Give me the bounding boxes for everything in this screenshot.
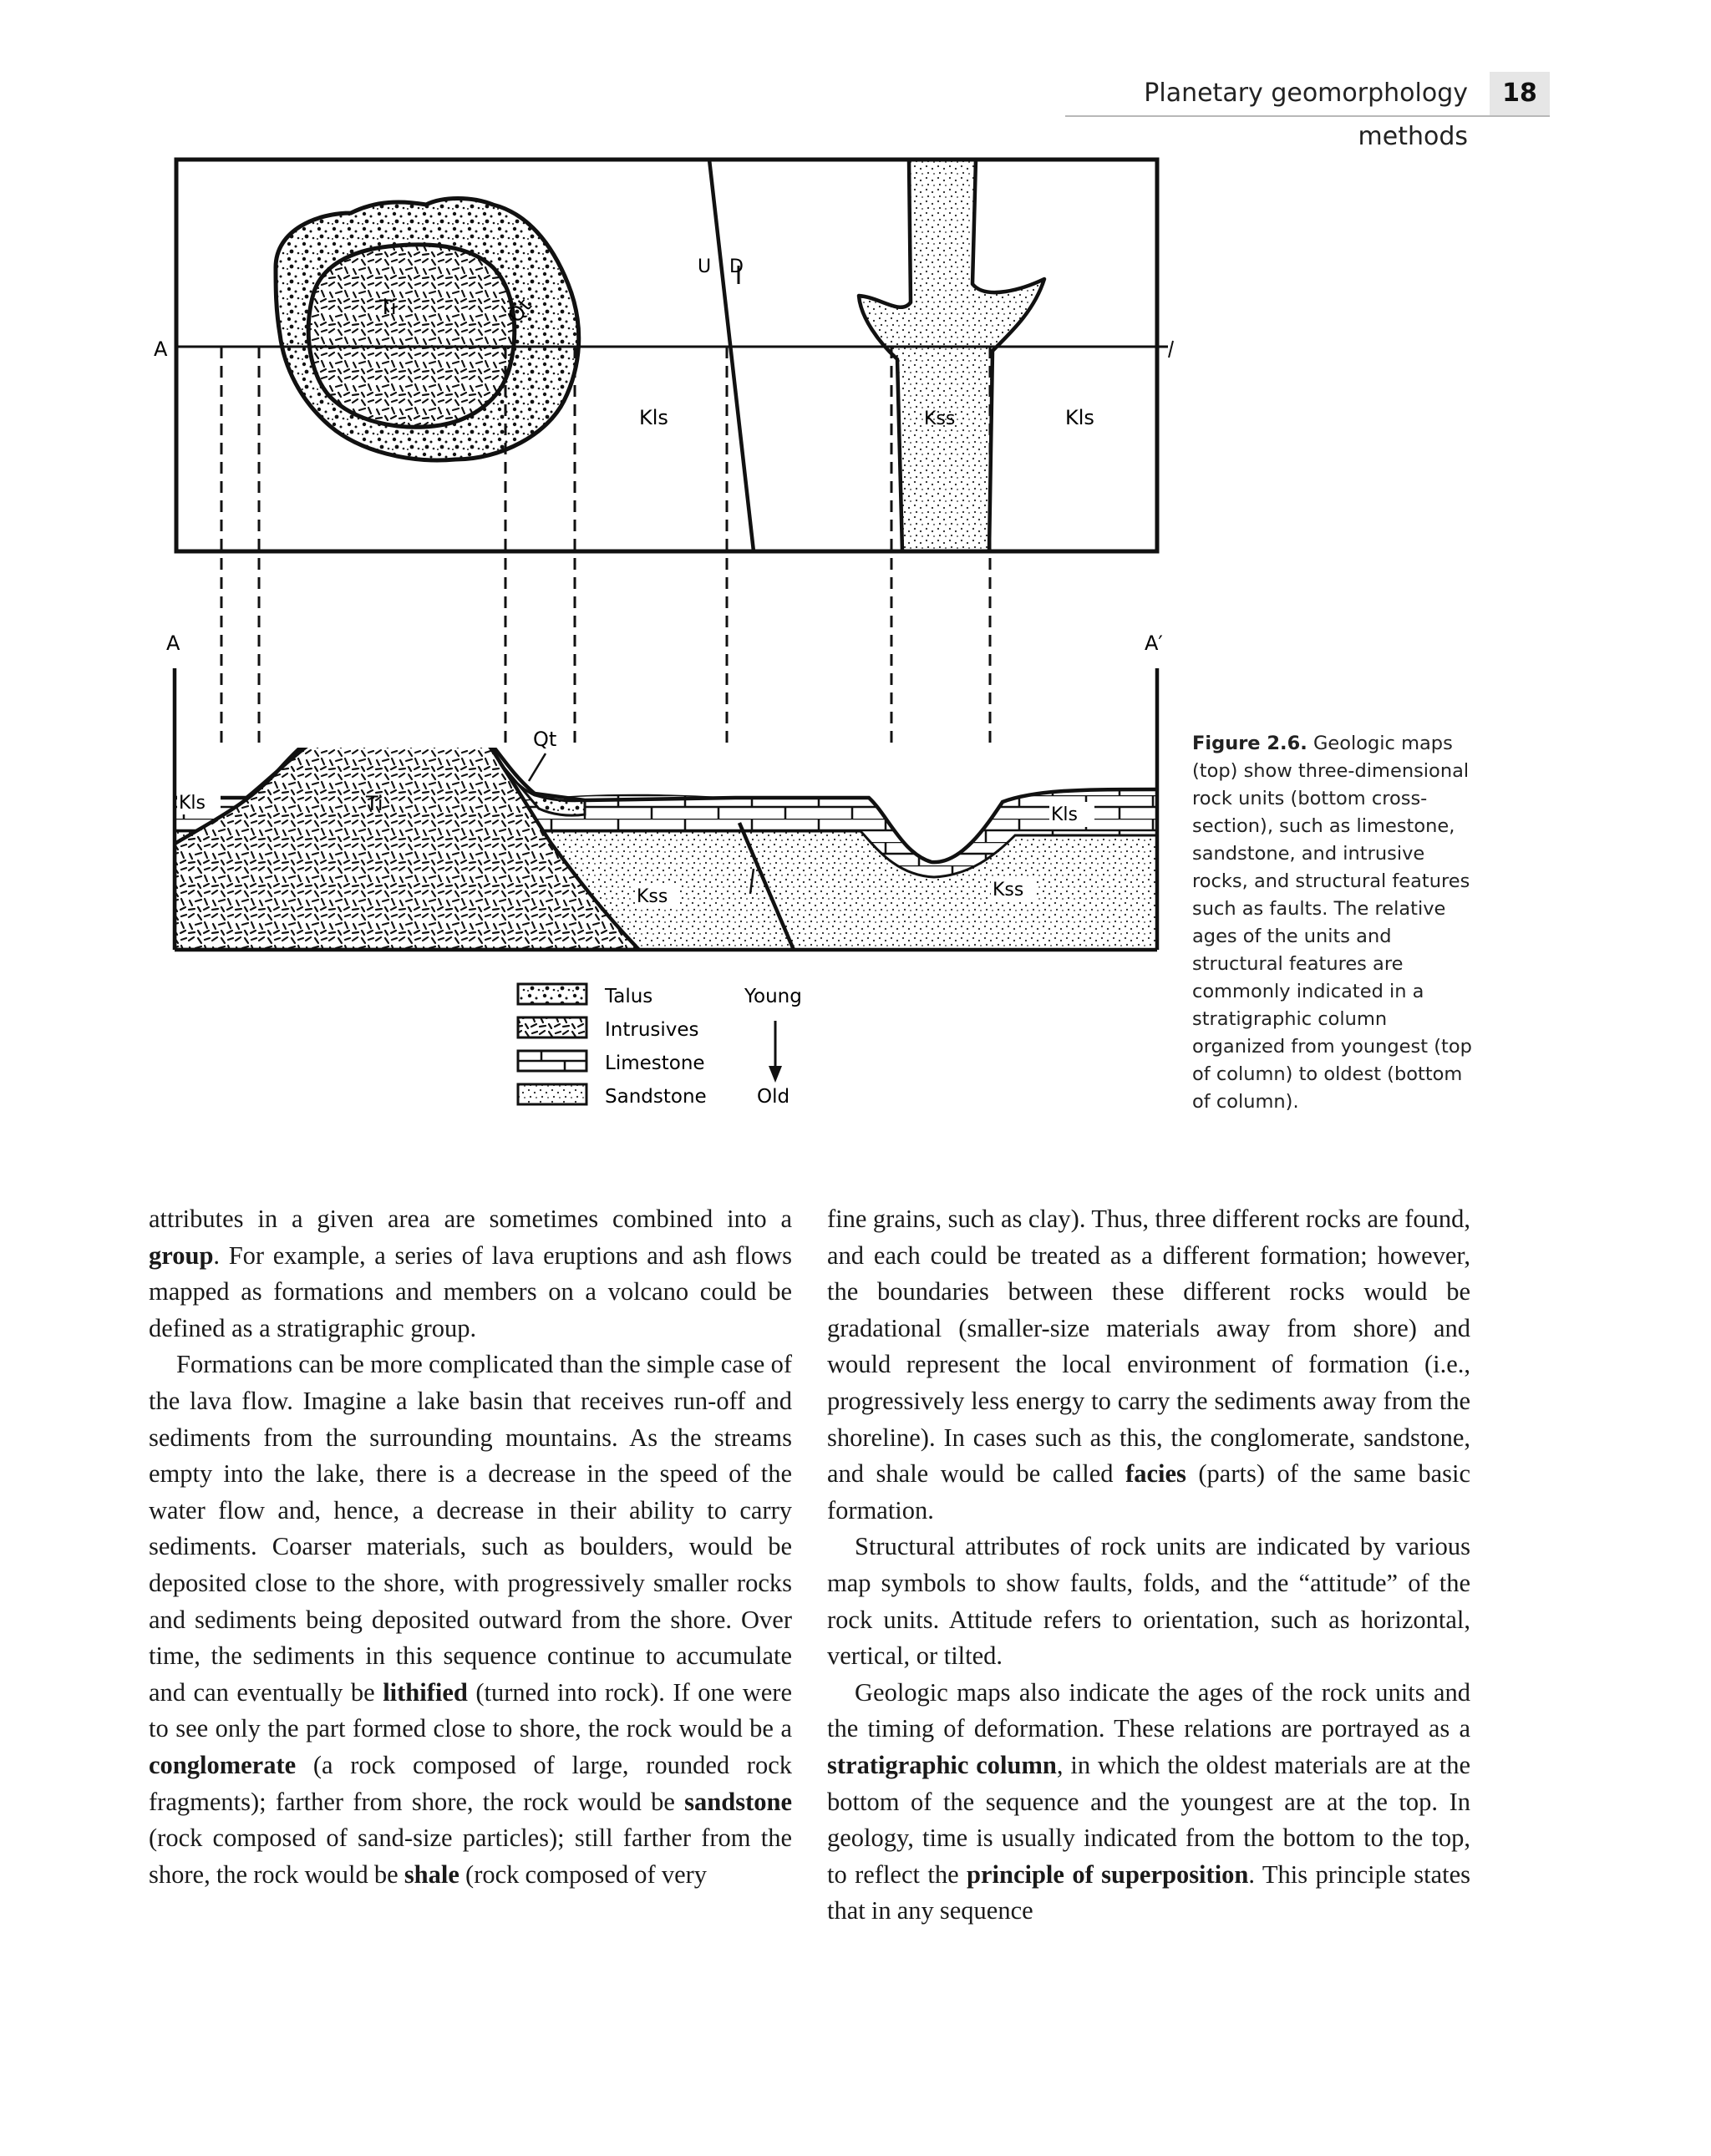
page-number: 18	[1490, 72, 1550, 115]
section-label-kls-left: Kls	[179, 793, 206, 814]
legend-label-talus: Talus	[605, 986, 653, 1007]
map-unit-ti	[308, 245, 514, 427]
legend-swatch-sandstone	[518, 1084, 586, 1104]
section-label-kss-left: Kss	[637, 886, 668, 907]
figure-caption	[1192, 730, 1485, 1116]
legend-swatch-intrusives	[518, 1017, 586, 1037]
section-label-qt: Qt	[533, 728, 557, 751]
term-principle-of-superposition: principle of superposition	[967, 1859, 1249, 1889]
legend-label-young: Young	[744, 986, 802, 1007]
section-label-kls-right: Kls	[1051, 804, 1079, 825]
body-column-left	[149, 1201, 792, 1893]
right-paragraph-3: Geologic maps also indicate the ages of the rock units and the timing of deformation. These relations are portrayed as a stratigraphic column, in which the oldest materials are at the bottom of the sequence and the youngest are at the top. In geology, time is usually indicated from the bottom to the top, to reflect the principle of superposition. This principle states that in any sequence	[827, 1677, 1471, 1925]
right-paragraph-1: fine grains, such as clay). Thus, three different rocks are found, and each could be treated as a different formation; however, the boundaries between these different rocks would be gradational (smaller-size materials away from shore) and would represent the local environment of formation (i.e., progressively less energy to carry the sediments away from the shoreline). In cases such as this, the conglomerate, sandstone, and shale would be called facies (parts) of the same basic formation.	[827, 1205, 1470, 1524]
term-stratigraphic-column: stratigraphic column	[827, 1750, 1057, 1779]
section-label-a: A	[166, 632, 180, 655]
section-label-a-prime: A′	[1145, 632, 1163, 655]
legend-label-intrusives: Intrusives	[605, 1019, 699, 1041]
geologic-map	[154, 160, 1173, 551]
legend-label-sandstone: Sandstone	[605, 1086, 707, 1108]
map-label-kss: Kss	[924, 408, 956, 429]
right-paragraph-2: Structural attributes of rock units are indicated by various map symbols to show faults, folds, and the “attitude” of the rock units. Attitude refers to orientation, such as horizontal, vertical, or tilted.	[827, 1532, 1470, 1671]
body-column-right	[827, 1201, 1470, 1930]
map-label-fault-u: U	[698, 256, 712, 277]
map-label-ti: Ti	[379, 296, 397, 319]
section-label-kss-right: Kss	[993, 880, 1024, 900]
figure-caption-label: Figure 2.6.	[1192, 733, 1307, 754]
section-label-ti: Ti	[366, 792, 383, 815]
term-shale: shale	[404, 1859, 459, 1889]
map-label-qt: Qt	[503, 294, 536, 327]
legend-label-limestone: Limestone	[605, 1053, 705, 1074]
term-lithified: lithified	[383, 1677, 468, 1707]
legend-label-old: Old	[757, 1086, 790, 1108]
map-label-kls-right: Kls	[1065, 406, 1094, 429]
figure-caption-text: Geologic maps (top) show three-dimensional rock units (bottom cross-section), such as limestone, sandstone, and intrusive rocks, and structural features such as faults. The relative ages of the units and structural features are commonly indicated in a stratigraphic column organized from youngest (top of column) to oldest (bottom of column).	[1192, 733, 1472, 1113]
running-header-title: Planetary geomorphology methods	[1144, 79, 1468, 151]
map-label-kls-left: Kls	[639, 406, 668, 429]
cross-section	[166, 632, 1163, 950]
map-label-a: A	[154, 337, 168, 361]
term-conglomerate: conglomerate	[149, 1750, 297, 1779]
legend-swatch-talus	[518, 984, 586, 1004]
term-sandstone: sandstone	[684, 1787, 792, 1816]
left-paragraph-1: attributes in a given area are sometimes combined into a group. For example, a series of lava eruptions and ash flows mapped as formations and members on a volcano could be defined as a stratigraphic group.	[149, 1205, 792, 1342]
map-label-fault-d: D	[729, 256, 744, 277]
figure-legend	[518, 984, 802, 1108]
left-paragraph-2: Formations can be more complicated than the simple case of the lava flow. Imagine a lake basin that receives run-off and sediments from the surrounding mountains. As the streams empty into the lake, there is a decrease in the speed of the water flow and, hence, a decrease in their ability to carry sediments. Coarser materials, such as boulders, would be deposited close to the shore, with progressively smaller rocks and sediments being deposited outward from the shore. Over time, the sediments in this sequence continue to accumulate and can eventually be lithified (turned into rock). If one were to see only the part formed close to shore, the rock would be a conglomerate (a rock composed of large, rounded rock fragments); farther from shore, the rock would be sandstone (rock composed of sand-size particles); still farther from the shore, the rock would be shale (rock composed of very	[149, 1350, 793, 1889]
term-facies: facies	[1125, 1459, 1186, 1489]
term-group: group	[149, 1240, 214, 1270]
